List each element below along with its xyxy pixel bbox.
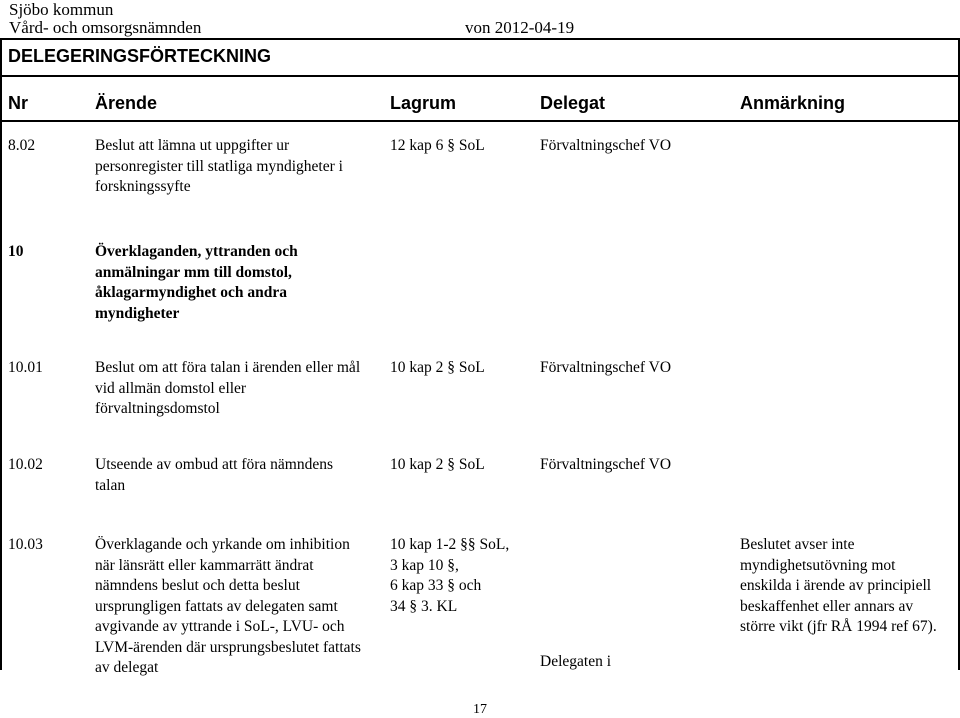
row-lagrum: 10 kap 2 § SoL: [390, 456, 485, 473]
row-delegat: Förvaltningschef VO: [540, 137, 672, 154]
row-arende: Beslut att lämna ut uppgifter ur personregister till statliga myndigheter i forskningssyfte: [95, 137, 343, 195]
document-date: von 2012-04-19: [465, 18, 575, 37]
row-lagrum: 10 kap 1-2 §§ SoL, 3 kap 10 §, 6 kap 33 § och 34 § 3. KL: [390, 536, 510, 615]
column-header-delegat: Delegat: [540, 93, 606, 113]
row-arende: Överklagande och yrkande om inhibition när länsrätt eller kammarrätt ändrat nämndens beslut och detta beslut ursprungligen fattats av delegaten samt avgivande av yttrande i SoL-, LVU- och LVM-ärenden där ursprungsbeslutet fattats av delegat: [95, 536, 361, 676]
org-name: Sjöbo kommun: [9, 0, 114, 19]
document-title: DELEGERINGSFÖRTECKNING: [8, 46, 272, 66]
column-header-lagrum: Lagrum: [390, 93, 457, 113]
row-nr: 10.01: [8, 359, 43, 376]
row-nr: 8.02: [8, 137, 36, 154]
row-arende: Utseende av ombud att föra nämndens talan: [95, 456, 334, 494]
row-arende: Beslut om att föra talan i ärenden eller mål vid allmän domstol eller förvaltningsdomstol: [95, 359, 361, 417]
row-delegat: Förvaltningschef VO: [540, 456, 672, 473]
section-nr: 10: [8, 243, 24, 260]
title-rule: [0, 75, 960, 77]
left-border: [0, 38, 2, 670]
page-number: 17: [473, 702, 487, 717]
column-header-arende: Ärende: [95, 93, 158, 113]
top-rule: [0, 38, 960, 40]
column-header-anmarkning: Anmärkning: [740, 93, 846, 113]
board-name: Vård- och omsorgsnämnden: [9, 18, 202, 37]
row-nr: 10.03: [8, 536, 43, 553]
right-border: [958, 38, 960, 670]
row-delegat: Delegaten i: [540, 653, 612, 670]
row-delegat: Förvaltningschef VO: [540, 359, 672, 376]
row-lagrum: 12 kap 6 § SoL: [390, 137, 485, 154]
row-nr: 10.02: [8, 456, 43, 473]
section-title: Överklaganden, yttranden och anmälningar mm till domstol, åklagarmyndighet och andra myndigheter: [95, 243, 298, 322]
column-header-nr: Nr: [8, 93, 29, 113]
row-anmarkning: Beslutet avser inte myndighetsutövning mot enskilda i ärende av principiell beskaffenhet eller annars av större vikt (jfr RÅ 1994 ref 67).: [740, 536, 937, 635]
header-rule: [0, 120, 960, 122]
row-lagrum: 10 kap 2 § SoL: [390, 359, 485, 376]
